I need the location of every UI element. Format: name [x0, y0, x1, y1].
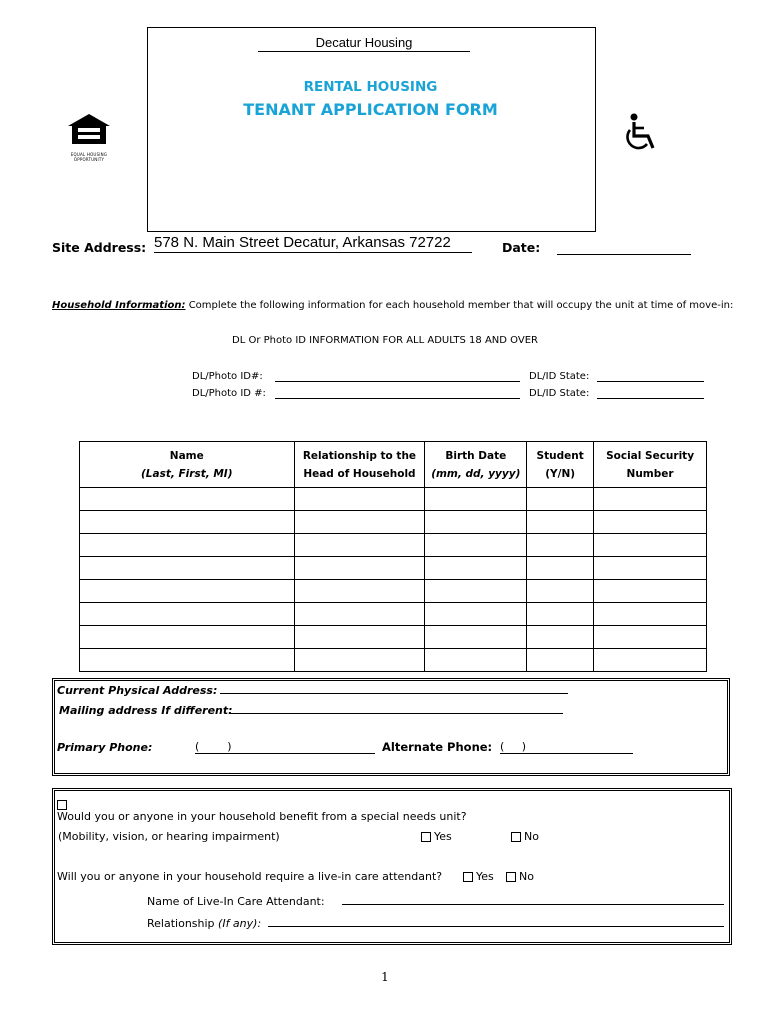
table-header-row: [80, 442, 707, 488]
birth-date-cell[interactable]: [425, 488, 527, 511]
name-cell[interactable]: [80, 580, 295, 603]
student-cell[interactable]: [527, 626, 594, 649]
checkbox-icon[interactable]: [506, 872, 516, 882]
relationship-cell[interactable]: [294, 603, 425, 626]
attendant-relationship-label: Relationship (If any):: [147, 917, 262, 930]
household-info-label: Household Information:: [52, 300, 186, 311]
dl-id-row-1: [192, 371, 263, 382]
col-header-name: Name (Last, First, MI): [80, 442, 295, 488]
dl-state-label-2: DL/ID State:: [529, 388, 590, 399]
relationship-cell[interactable]: [294, 626, 425, 649]
relationship-cell[interactable]: [294, 534, 425, 557]
name-cell[interactable]: [80, 557, 295, 580]
date-label: Date:: [502, 240, 541, 255]
current-address-label: Current Physical Address:: [57, 684, 218, 697]
birth-date-cell[interactable]: [425, 580, 527, 603]
household-members-table: [79, 441, 707, 672]
dl-id-field-2[interactable]: [275, 389, 520, 399]
birth-date-cell[interactable]: [425, 534, 527, 557]
house-icon: [64, 112, 114, 148]
attendant-relationship-field[interactable]: [268, 917, 724, 927]
name-cell[interactable]: [80, 603, 295, 626]
birth-date-cell[interactable]: [425, 557, 527, 580]
name-cell[interactable]: [80, 488, 295, 511]
dl-id-label-1: DL/Photo ID#:: [192, 371, 263, 382]
alternate-phone-field[interactable]: ( ): [500, 740, 633, 754]
table-row: [80, 626, 707, 649]
relationship-cell[interactable]: [294, 511, 425, 534]
alternate-phone-label: Alternate Phone:: [382, 740, 493, 754]
name-cell[interactable]: [80, 626, 295, 649]
checkbox-icon[interactable]: [463, 872, 473, 882]
table-row: [80, 649, 707, 672]
birth-date-cell[interactable]: [425, 626, 527, 649]
special-needs-no-option[interactable]: No: [511, 830, 539, 843]
table-row: [80, 603, 707, 626]
student-cell[interactable]: [527, 603, 594, 626]
ssn-cell[interactable]: [594, 580, 707, 603]
current-address-field[interactable]: [220, 684, 568, 694]
student-cell[interactable]: [527, 580, 594, 603]
table-row: [80, 557, 707, 580]
household-info: [52, 300, 733, 311]
dl-state-field-2[interactable]: [597, 389, 704, 399]
dl-state-field-1[interactable]: [597, 372, 704, 382]
site-address-label: Site Address:: [52, 240, 147, 255]
student-cell[interactable]: [527, 534, 594, 557]
col-header-ssn: Social Security Number: [594, 442, 707, 488]
attendant-question: Will you or anyone in your household require a live-in care attendant?: [57, 870, 443, 883]
student-cell[interactable]: [527, 557, 594, 580]
mailing-address-label: Mailing address If different:: [59, 704, 233, 717]
form-title-line1: RENTAL HOUSING: [303, 79, 438, 95]
col-header-birth-date: Birth Date (mm, dd, yyyy): [425, 442, 527, 488]
mailing-address-field[interactable]: [229, 704, 563, 714]
attendant-name-field[interactable]: [342, 895, 724, 905]
col-header-relationship: Relationship to the Head of Household: [294, 442, 425, 488]
attendant-no-option[interactable]: No: [506, 870, 534, 883]
attendant-yes-option[interactable]: Yes: [463, 870, 494, 883]
table-row: [80, 488, 707, 511]
table-row: [80, 534, 707, 557]
organization-name: Decatur Housing: [258, 35, 470, 52]
ssn-cell[interactable]: [594, 603, 707, 626]
student-cell[interactable]: [527, 511, 594, 534]
relationship-cell[interactable]: [294, 488, 425, 511]
dl-id-label-2: DL/Photo ID #:: [192, 388, 266, 399]
relationship-cell[interactable]: [294, 580, 425, 603]
dl-heading: DL Or Photo ID INFORMATION FOR ALL ADULTS 18 AND OVER: [232, 335, 538, 346]
form-title-line2: TENANT APPLICATION FORM: [243, 100, 498, 119]
primary-phone-label: Primary Phone:: [57, 741, 153, 754]
site-address-field[interactable]: 578 N. Main Street Decatur, Arkansas 72722: [154, 234, 472, 253]
primary-phone-field[interactable]: ( ): [195, 740, 375, 754]
student-cell[interactable]: [527, 488, 594, 511]
table-row: [80, 580, 707, 603]
name-cell[interactable]: [80, 649, 295, 672]
relationship-cell[interactable]: [294, 649, 425, 672]
header-box: [147, 27, 596, 232]
col-header-student: Student (Y/N): [527, 442, 594, 488]
dl-state-label-1: DL/ID State:: [529, 371, 590, 382]
checkbox-icon[interactable]: [511, 832, 521, 842]
special-needs-question: Would you or anyone in your household benefit from a special needs unit?: [57, 810, 467, 823]
date-field[interactable]: [557, 254, 691, 255]
birth-date-cell[interactable]: [425, 603, 527, 626]
attendant-name-label: Name of Live-In Care Attendant:: [147, 895, 325, 908]
household-info-instructions: Complete the following information for each household member that will occupy the unit at time of move-in:: [188, 300, 734, 311]
student-cell[interactable]: [527, 649, 594, 672]
ssn-cell[interactable]: [594, 626, 707, 649]
special-needs-yes-option[interactable]: Yes: [421, 830, 452, 843]
ssn-cell[interactable]: [594, 511, 707, 534]
equal-housing-logo: [64, 112, 114, 162]
special-needs-question-hint: (Mobility, vision, or hearing impairment): [58, 830, 280, 843]
dl-id-field-1[interactable]: [275, 372, 520, 382]
birth-date-cell[interactable]: [425, 649, 527, 672]
name-cell[interactable]: [80, 534, 295, 557]
relationship-cell[interactable]: [294, 557, 425, 580]
ssn-cell[interactable]: [594, 557, 707, 580]
birth-date-cell[interactable]: [425, 511, 527, 534]
ssn-cell[interactable]: [594, 534, 707, 557]
checkbox-icon[interactable]: [421, 832, 431, 842]
wheelchair-icon: [620, 112, 664, 158]
table-row: [80, 511, 707, 534]
eho-caption: EQUAL HOUSING OPPORTUNITY: [70, 152, 108, 162]
ssn-cell[interactable]: [594, 488, 707, 511]
page-number: 1: [381, 970, 389, 984]
ssn-cell[interactable]: [594, 649, 707, 672]
name-cell[interactable]: [80, 511, 295, 534]
